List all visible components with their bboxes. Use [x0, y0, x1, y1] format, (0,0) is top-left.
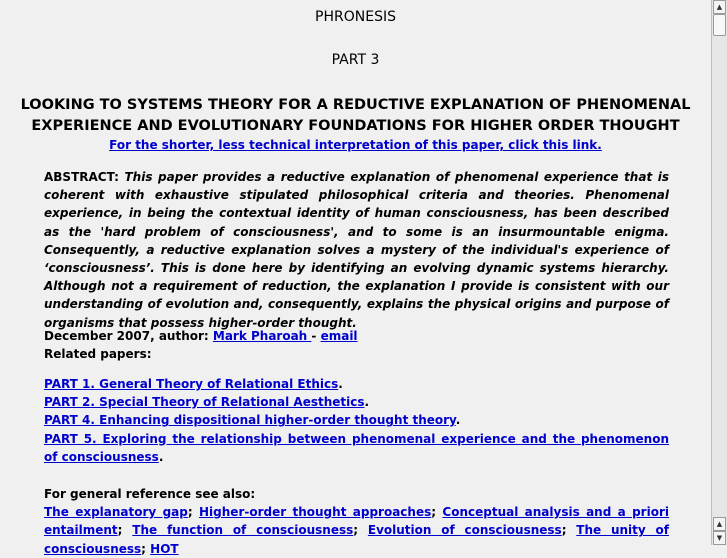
list-item: PART 5. Exploring the relationship between phenomenal experience and the phenomenon of consciousness.: [44, 431, 669, 464]
site-title: PHRONESIS: [315, 9, 396, 25]
list-item: PART 2. Special Theory of Relational Aesthetics.: [44, 395, 370, 410]
author-line: [44, 327, 358, 345]
ref-link-evolution-of-consciousness[interactable]: Evolution of consciousness: [367, 523, 562, 538]
scroll-up-button[interactable]: [713, 0, 726, 14]
ref-link-hot[interactable]: HOT: [150, 541, 179, 556]
arrow-down-icon: ▼: [716, 533, 723, 542]
ref-link-unity-of-consciousness[interactable]: The unity of consciousness: [44, 523, 669, 556]
abstract: [44, 168, 669, 332]
related-link-part-1[interactable]: PART 1. General Theory of Relational Ethics: [44, 377, 339, 391]
author-link[interactable]: Mark Pharoah: [212, 329, 312, 343]
ref-link-conceptual-analysis[interactable]: Conceptual analysis and a priori entailment: [44, 505, 669, 538]
related-link-part-2[interactable]: PART 2. Special Theory of Relational Aesthetics: [44, 395, 365, 410]
page-title: LOOKING TO SYSTEMS THEORY FOR A REDUCTIVE EXPLANATION OF PHENOMENAL EXPERIENCE AND EVOLUTIONARY FOUNDATIONS FOR HIGHER ORDER THOUGHT: [20, 97, 691, 134]
scrollbar-thumb[interactable]: [713, 14, 726, 36]
related-link-part-4[interactable]: PART 4. Enhancing dispositional higher-order thought theory: [44, 413, 456, 428]
date-text: December 2007, author:: [44, 329, 213, 343]
abstract-text: This paper provides a reductive explanation of phenomenal experience that is coherent with exhaustive stipulated philosophical criteria and theories. Phenomenal experience, in being the contextual identity of human consciousness, has been described as the 'hard problem of consciousness', and to some is an insurmountable enigma. Consequently, a reductive explanation solves a mystery of the individual's experience of ‘consciousness’. This is done here by identifying an evolving dynamic systems hierarchy. Although not a requirement of reduction, the explanation I provide is consistent with our understanding of evolution and, consequently, explains the physical origins and purpose of organisms that possess higher-order thought.: [44, 170, 669, 330]
related-label: Related papers:: [44, 347, 152, 361]
email-link[interactable]: email: [320, 329, 358, 343]
general-reference: [44, 485, 669, 558]
arrow-up-icon: ▲: [716, 519, 723, 528]
part-title: PART 3: [331, 52, 380, 68]
short-version-link[interactable]: For the shorter, less technical interpretation of this paper, click this link.: [109, 138, 602, 152]
ref-link-higher-order-thought[interactable]: Higher-order thought approaches: [199, 505, 432, 520]
scroll-down-button[interactable]: [713, 531, 726, 545]
arrow-up-icon: ▲: [716, 2, 723, 11]
author-meta: [44, 327, 358, 363]
related-link-part-5[interactable]: PART 5. Exploring the relationship between phenomenal experience and the phenomenon of consciousness: [44, 431, 669, 464]
vertical-scrollbar[interactable]: [711, 0, 727, 545]
short-version-link-row: [0, 138, 711, 152]
list-item: PART 1. General Theory of Relational Ethics.: [44, 377, 343, 391]
general-reference-label: For general reference see also:: [44, 487, 256, 501]
general-reference-links: The explanatory gap; Higher-order thought approaches; Conceptual analysis and a priori entailment; The function of consciousness; Evolution of consciousness; The unity of consciousness; HOT: [44, 505, 669, 556]
related-papers-list: [44, 375, 669, 466]
list-item: PART 4. Enhancing dispositional higher-order thought theory.: [44, 413, 461, 428]
ref-link-explanatory-gap[interactable]: The explanatory gap: [44, 505, 188, 520]
scroll-up-button-lower[interactable]: [713, 517, 726, 531]
separator: -: [311, 329, 321, 343]
ref-link-function-of-consciousness[interactable]: The function of consciousness: [132, 523, 354, 538]
abstract-label: ABSTRACT:: [44, 170, 119, 184]
